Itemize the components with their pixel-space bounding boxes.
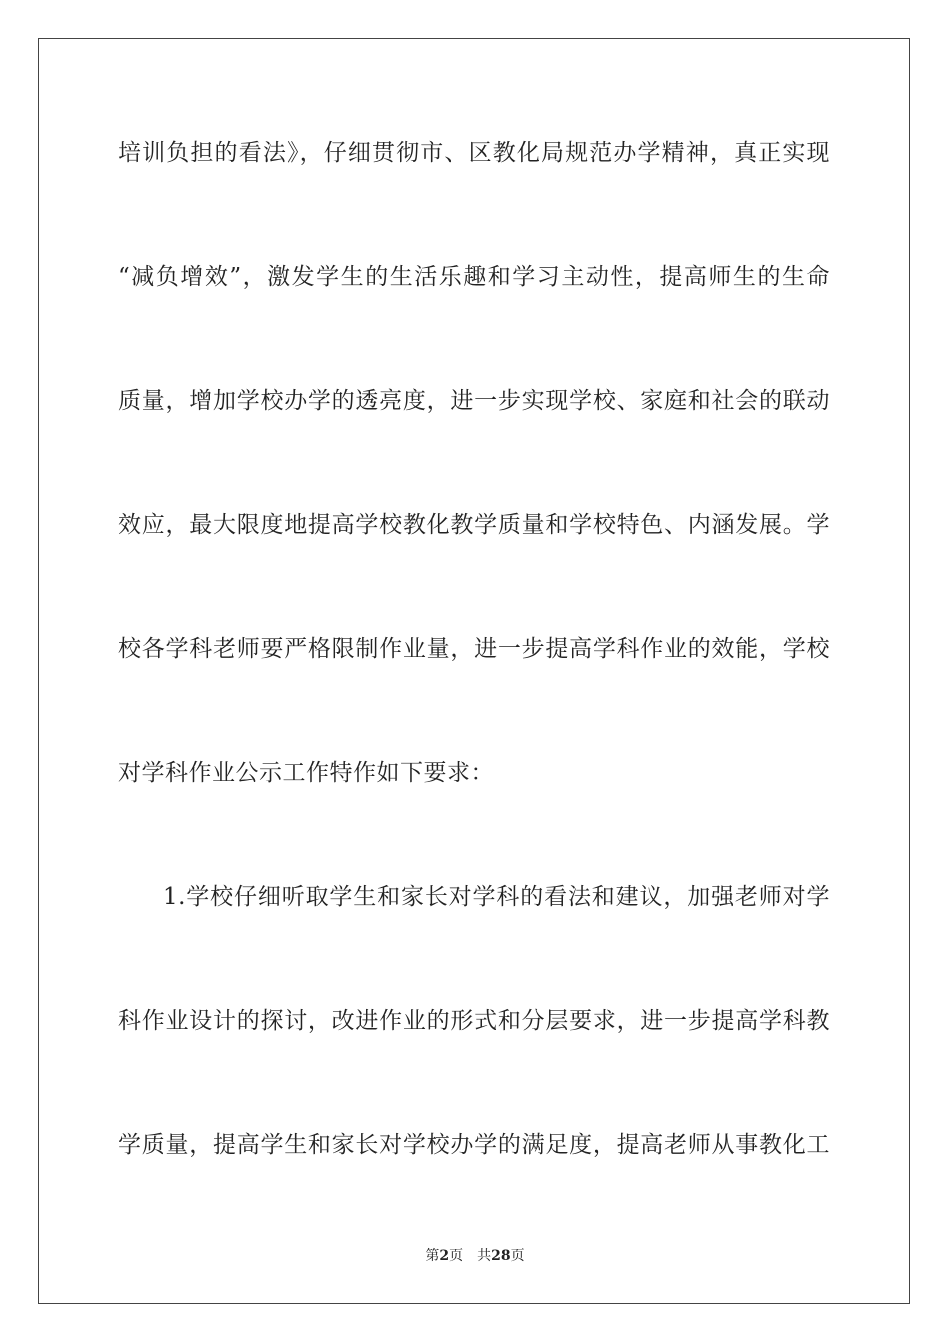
body-text-line: 质量，增加学校办学的透亮度，进一步实现学校、家庭和社会的联动 <box>118 388 830 414</box>
body-text-line: 科作业设计的探讨，改进作业的形式和分层要求，进一步提高学科教 <box>118 1008 830 1034</box>
page-footer <box>0 1247 950 1265</box>
page-number: 2 <box>439 1248 450 1264</box>
total-prefix: 共 <box>477 1248 492 1264</box>
body-text-line: 培训负担的看法》，仔细贯彻市、区教化局规范办学精神，真正实现 <box>118 140 830 166</box>
body-text-line: “减负增效”，激发学生的生活乐趣和学习主动性，提高师生的生命 <box>118 264 830 290</box>
body-text-line: 对学科作业公示工作特作如下要求： <box>118 760 494 786</box>
total-pages: 28 <box>491 1248 511 1264</box>
body-text-line: 学质量，提高学生和家长对学校办学的满足度，提高老师从事教化工 <box>118 1132 830 1158</box>
numbered-paragraph-line: 1.学校仔细听取学生和家长对学科的看法和建议，加强老师对学 <box>163 884 830 910</box>
body-text-line: 校各学科老师要严格限制作业量，进一步提高学科作业的效能，学校 <box>118 636 830 662</box>
total-suffix: 页 <box>510 1248 525 1264</box>
page-border <box>38 38 910 1304</box>
page-prefix: 第 <box>425 1248 440 1264</box>
page-suffix: 页 <box>449 1248 464 1264</box>
body-text-line: 效应，最大限度地提高学校教化教学质量和学校特色、内涵发展。学 <box>118 512 830 538</box>
